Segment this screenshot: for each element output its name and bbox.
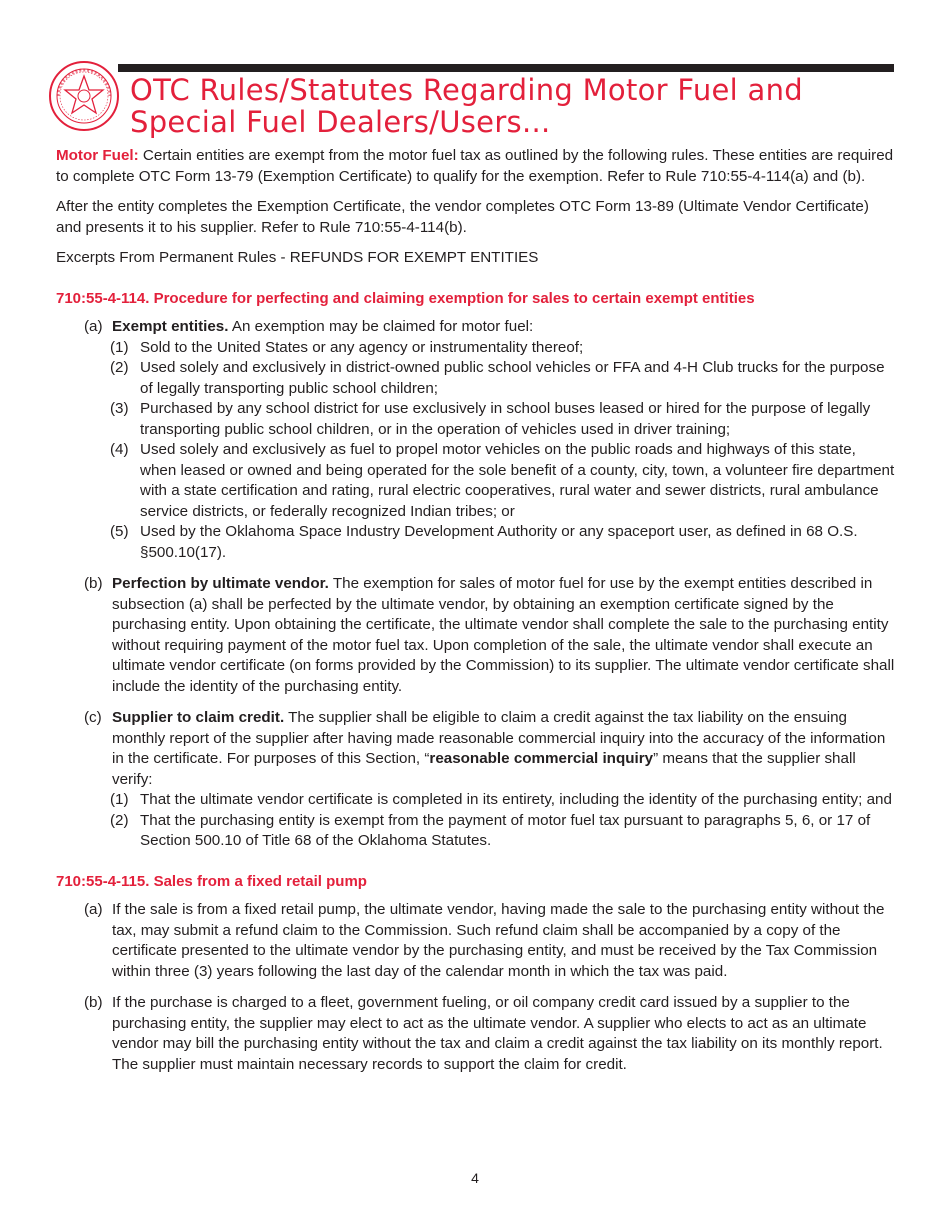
list-item <box>56 811 896 852</box>
subsection-label: (a) <box>84 318 103 335</box>
subsection-text-pre: The supplier shall be eligible to claim a credit against the tax liability on the ensuing monthly report of the supplier after having made reasonable commercial inquiry into the accuracy of the information in the certificate. For purposes of this Section, “ <box>112 709 886 767</box>
item-label: (1) <box>110 338 129 356</box>
rule-114-subsection-a <box>56 317 896 563</box>
rule-114-subsection-c <box>56 708 896 852</box>
item-text: Purchased by any school district for use exclusively in school buses leased or hired for the purpose of legally transporting public school children, or in the operation of vehicles used in driver training; <box>140 400 871 438</box>
subsection-text: An exemption may be claimed for motor fuel: <box>231 318 534 335</box>
list-item <box>56 338 896 359</box>
motor-fuel-label: Motor Fuel: <box>56 147 139 164</box>
page-title <box>130 74 890 138</box>
item-label: (3) <box>110 400 129 417</box>
subsection-title: Exempt entities. <box>112 318 229 335</box>
rule-114-subsection-b <box>56 574 896 697</box>
item-text: Used by the Oklahoma Space Industry Development Authority or any spaceport user, as defined in 68 O.S. §500.10(17). <box>140 523 858 561</box>
subsection-label: (c) <box>84 709 102 726</box>
item-text: That the ultimate vendor certificate is completed in its entirety, including the identity of the purchasing entity; and <box>140 791 892 808</box>
title-line-2: Special Fuel Dealers/Users... <box>130 105 551 139</box>
subsection-label: (a) <box>84 901 103 918</box>
title-line-1: OTC Rules/Statutes Regarding Motor Fuel and <box>130 73 803 107</box>
list-item <box>56 790 896 811</box>
page-number: 4 <box>471 1170 479 1186</box>
excerpts-paragraph: Excerpts From Permanent Rules - REFUNDS FOR EXEMPT ENTITIES <box>56 249 539 266</box>
item-text: Used solely and exclusively in district-owned public school vehicles or FFA and 4-H Club trucks for the purpose of legally transporting public school children; <box>140 359 885 397</box>
item-label: (1) <box>110 791 129 808</box>
rule-114-heading: 710:55-4-114. Procedure for perfecting and claiming exemption for sales to certain exempt entities <box>56 289 755 307</box>
motor-fuel-paragraph <box>56 146 896 187</box>
subsection-title: Perfection by ultimate vendor. <box>112 575 329 592</box>
rule-115-subsection-b <box>56 993 896 1075</box>
vendor-certificate-paragraph: After the entity completes the Exemption Certificate, the vendor completes OTC Form 13-89 (Ultimate Vendor Certificate) and presents it to his supplier. Refer to Rule 710:55-4-114(b). <box>56 198 869 236</box>
list-item <box>56 522 896 563</box>
verify-list <box>56 790 896 852</box>
item-label: (2) <box>110 811 129 829</box>
subsection-label: (b) <box>84 575 103 592</box>
subsection-title: Supplier to claim credit. <box>112 709 285 726</box>
rule-115-heading: 710:55-4-115. Sales from a fixed retail pump <box>56 872 367 890</box>
list-item <box>56 358 896 399</box>
list-item <box>56 440 896 522</box>
item-text: Sold to the United States or any agency or instrumentality thereof; <box>140 338 584 356</box>
document-body <box>56 146 896 1086</box>
defined-term: reasonable commercial inquiry <box>429 750 654 767</box>
list-item <box>56 399 896 440</box>
item-label: (4) <box>110 441 129 458</box>
item-label: (2) <box>110 359 129 376</box>
subsection-text: If the sale is from a fixed retail pump, the ultimate vendor, having made the sale to the purchasing entity without the tax, may submit a refund claim to the Commission. Such refund claim shall be accompanied by a copy of the certificate presented to the ultimate vendor by the purchasing entity, and must be received by the Tax Commission within three (3) years following the last day of the calendar month in which the tax was paid. <box>112 901 885 980</box>
motor-fuel-text: Certain entities are exempt from the motor fuel tax as outlined by the following rules. These entities are required to complete OTC Form 13-79 (Exemption Certificate) to qualify for the exemption. Refer to Rule 710:55-4-114(a) and (b). <box>56 147 894 185</box>
item-label: (5) <box>110 523 129 540</box>
item-text: That the purchasing entity is exempt from the payment of motor fuel tax pursuant to paragraphs 5, 6, or 17 of Section 500.10 of Title 68 of the Oklahoma Statutes. <box>140 811 871 849</box>
subsection-text: The exemption for sales of motor fuel for use by the exempt entities described in subsection (a) shall be perfected by the ultimate vendor, by obtaining an exemption certificate signed by the purchasing entity. Upon obtaining the certificate, the ultimate vendor shall complete the sale to the purchasing entity without requiring payment of the motor fuel tax. Upon completion of the sale, the ultimate vendor shall execute an ultimate vendor certificate (on forms provided by the Commission) to its supplier. The ultimate vendor certificate shall include the identity of the purchasing entity. <box>112 575 895 695</box>
rule-115-subsection-a <box>56 900 896 982</box>
item-text: Used solely and exclusively as fuel to propel motor vehicles on the public roads and highways of this state, when leased or owned and being operated for the sole benefit of a county, city, town, a volunteer fire department with a state certification and rating, rural electric cooperatives, rural water and sewer districts, rural ambulance service districts, or federally recognized Indian tribes; or <box>140 441 895 520</box>
subsection-text-post: ” means that the supplier shall verify: <box>112 750 856 788</box>
exempt-list <box>56 338 896 564</box>
subsection-label: (b) <box>84 994 103 1011</box>
subsection-text: If the purchase is charged to a fleet, government fueling, or oil company credit card issued by a supplier to the purchasing entity, the supplier may elect to act as the ultimate vendor. A supplier who elects to act as an ultimate vendor may bill the purchasing entity without the tax and claim a credit against the tax liability on its monthly report. The supplier must maintain necessary records to support the claim for credit. <box>112 994 883 1073</box>
header-rule <box>118 64 894 72</box>
oklahoma-state-seal-icon <box>48 60 120 132</box>
